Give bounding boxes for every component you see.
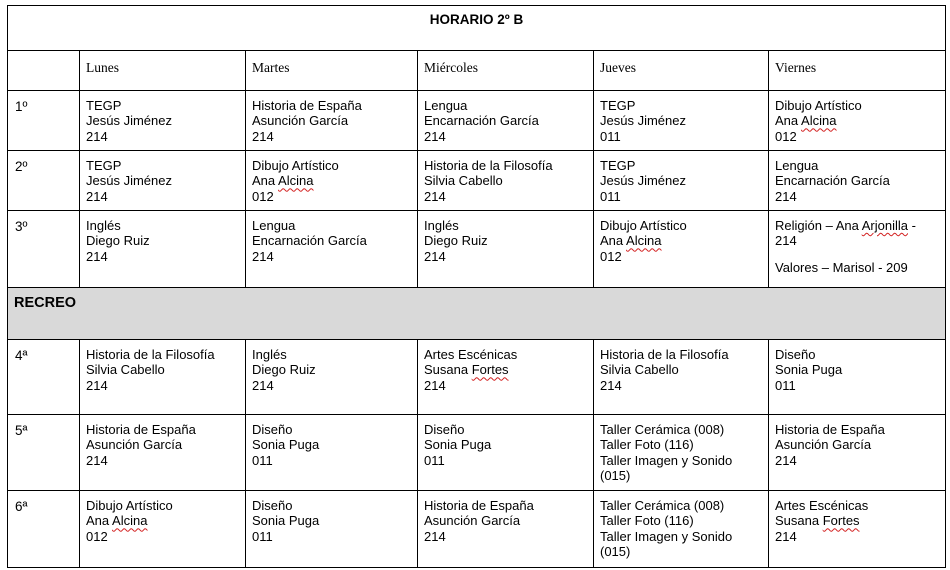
subject-name: Historia de la Filosofía [424,158,553,173]
cell-line: (015) [600,467,631,483]
class-cell [769,415,946,491]
class-cell [418,91,594,151]
class-cell [418,340,594,415]
cell-line: Encarnación García [424,113,539,129]
subject-name: TEGP [600,158,636,173]
subject-name: Historia de España [252,98,362,113]
day-header-thursday [594,51,769,91]
cell-line: Ana Alcina [86,513,148,529]
title-row [8,6,946,51]
subject-name: Lengua [252,218,296,233]
cell-line: Ana Alcina [775,113,837,129]
cell-line: Taller Imagen y Sonido [600,452,733,468]
subject-name: Historia de la Filosofía [600,347,729,362]
spellcheck-underline: Fortes [822,513,860,529]
subject-name: Dibujo Artístico [775,98,862,113]
cell-line: 011 [600,128,621,144]
cell-line: Diego Ruiz [424,233,488,249]
class-cell [594,211,769,288]
cell-line: Encarnación García [775,173,890,189]
day-header-row [8,51,946,91]
recreo-cell [8,288,946,340]
subject-name: Taller Cerámica (008) [600,422,725,437]
class-cell [246,491,418,568]
cell-line: Sonia Puga [252,513,320,529]
cell-line: 012 [600,248,622,264]
cell-line: Silvia Cabello [86,362,165,378]
subject-name: Dibujo Artístico [252,158,339,173]
day-header-monday [80,51,246,91]
cell-line: Susana Fortes [424,362,509,378]
cell-line: 214 [775,452,797,468]
period-row [8,491,946,568]
spellcheck-underline: Alcina [626,233,662,249]
period-label-cell [8,151,80,211]
cell-line: Sonia Puga [424,437,492,453]
cell-line: 214 [600,377,622,393]
period-label-cell [8,91,80,151]
subject-name: Historia de la Filosofía [86,347,215,362]
spellcheck-underline: Arjonilla [861,218,908,233]
period-row [8,151,946,211]
subject-name: Artes Escénicas [424,347,518,362]
spellcheck-underline: Alcina [112,513,148,529]
cell-line: (015) [600,543,631,559]
recreo-label: RECREO [14,295,77,311]
cell-line: 012 [252,188,274,204]
class-cell [80,151,246,211]
cell-line: 214 [424,248,446,264]
period-row [8,211,946,288]
class-cell [769,340,946,415]
period-row [8,415,946,491]
cell-line: Jesús Jiménez [86,113,172,129]
subject-name: Artes Escénicas [775,498,869,513]
subject-name: Diseño [775,347,816,362]
cell-line: Diego Ruiz [252,362,316,378]
cell-line: Silvia Cabello [424,173,503,189]
cell-line: 214 [424,188,446,204]
class-cell [594,491,769,568]
cell-line: Diego Ruiz [86,233,150,249]
subject-name: Inglés [252,347,287,362]
period-label-cell [8,491,80,568]
subject-name: Religión – Ana Arjonilla - [775,218,916,233]
cell-line: 214 [252,248,274,264]
period-label: 2º [15,159,28,174]
cell-line: 011 [424,452,445,468]
period-label-cell [8,415,80,491]
class-cell [246,415,418,491]
period-row [8,91,946,151]
class-cell [418,151,594,211]
day-header-wednesday [418,51,594,91]
corner-cell [8,51,80,91]
cell-line: Ana Alcina [252,173,314,189]
day-label: Miércoles [424,60,478,75]
cell-line: Asunción García [775,437,872,453]
period-label: 4ª [15,348,28,363]
cell-line: Taller Foto (116) [600,513,694,529]
cell-line: Silvia Cabello [600,362,679,378]
subject-name: TEGP [600,98,636,113]
cell-line: Taller Imagen y Sonido [600,528,733,544]
cell-line: 012 [86,528,108,544]
class-cell [418,211,594,288]
cell-line: 011 [252,452,273,468]
cell-line: Jesús Jiménez [86,173,172,189]
day-label: Martes [252,60,290,75]
class-cell [594,91,769,151]
cell-line: 012 [775,128,797,144]
cell-line: Susana Fortes [775,513,860,529]
subject-name: Dibujo Artístico [600,218,687,233]
period-label: 3º [15,219,28,234]
schedule-title: HORARIO 2º B [429,12,524,27]
class-cell [769,151,946,211]
cell-line: 011 [600,188,621,204]
class-cell [246,91,418,151]
cell-line: Ana Alcina [600,233,662,249]
class-cell [418,415,594,491]
subject-name: Lengua [775,158,819,173]
cell-line: 011 [775,377,796,393]
subject-name: TEGP [86,158,122,173]
cell-line: 214 [424,528,446,544]
subject-name: Inglés [86,218,121,233]
class-cell [418,491,594,568]
subject-name: Diseño [424,422,465,437]
schedule-table [7,5,946,568]
subject-name: Dibujo Artístico [86,498,173,513]
period-label: 5ª [15,423,28,438]
recreo-row [8,288,946,340]
cell-line: Asunción García [86,437,183,453]
cell-line: Valores – Marisol - 209 [775,259,908,275]
class-cell [769,91,946,151]
period-label-cell [8,340,80,415]
class-cell [80,91,246,151]
class-cell [769,211,946,288]
class-cell [80,211,246,288]
period-label: 1º [15,99,28,114]
subject-name: Diseño [252,498,293,513]
period-row [8,340,946,415]
subject-name: Historia de España [86,422,196,437]
cell-line: Jesús Jiménez [600,173,686,189]
spellcheck-underline: Fortes [471,362,509,378]
cell-line: 214 [86,452,108,468]
cell-line: Sonia Puga [775,362,843,378]
cell-line: 214 [86,128,108,144]
cell-line: 214 [424,128,446,144]
cell-line: 214 [86,188,108,204]
cell-line: 214 [775,528,797,544]
class-cell [80,415,246,491]
spellcheck-underline: Alcina [801,113,837,129]
cell-line: Sonia Puga [252,437,320,453]
subject-name: Historia de España [775,422,885,437]
subject-name: Lengua [424,98,468,113]
period-label-cell [8,211,80,288]
day-label: Viernes [775,60,817,75]
cell-line: 214 [252,128,274,144]
class-cell [246,151,418,211]
schedule-title-cell [8,6,946,51]
subject-name: Historia de España [424,498,534,513]
class-cell [594,415,769,491]
class-cell [769,491,946,568]
cell-line: 011 [252,528,273,544]
subject-name: TEGP [86,98,122,113]
cell-line: Taller Foto (116) [600,437,694,453]
cell-line: 214 [424,377,446,393]
cell-line: Asunción García [424,513,521,529]
class-cell [594,340,769,415]
cell-line: Encarnación García [252,233,367,249]
subject-name: Inglés [424,218,459,233]
cell-line: Jesús Jiménez [600,113,686,129]
day-header-tuesday [246,51,418,91]
day-label: Lunes [86,60,119,75]
class-cell [246,340,418,415]
subject-name: Taller Cerámica (008) [600,498,725,513]
period-label: 6ª [15,499,28,514]
spellcheck-underline: Alcina [278,173,314,189]
cell-line: 214 [86,377,108,393]
class-cell [80,491,246,568]
cell-line: Asunción García [252,113,349,129]
class-cell [246,211,418,288]
cell-line: 214 [252,377,274,393]
schedule-body [8,6,946,568]
cell-line: 214 [775,233,797,249]
class-cell [594,151,769,211]
subject-name: Diseño [252,422,293,437]
day-label: Jueves [600,60,636,75]
cell-line: 214 [86,248,108,264]
cell-gap [775,249,939,260]
class-cell [80,340,246,415]
day-header-friday [769,51,946,91]
cell-line: 214 [775,188,797,204]
